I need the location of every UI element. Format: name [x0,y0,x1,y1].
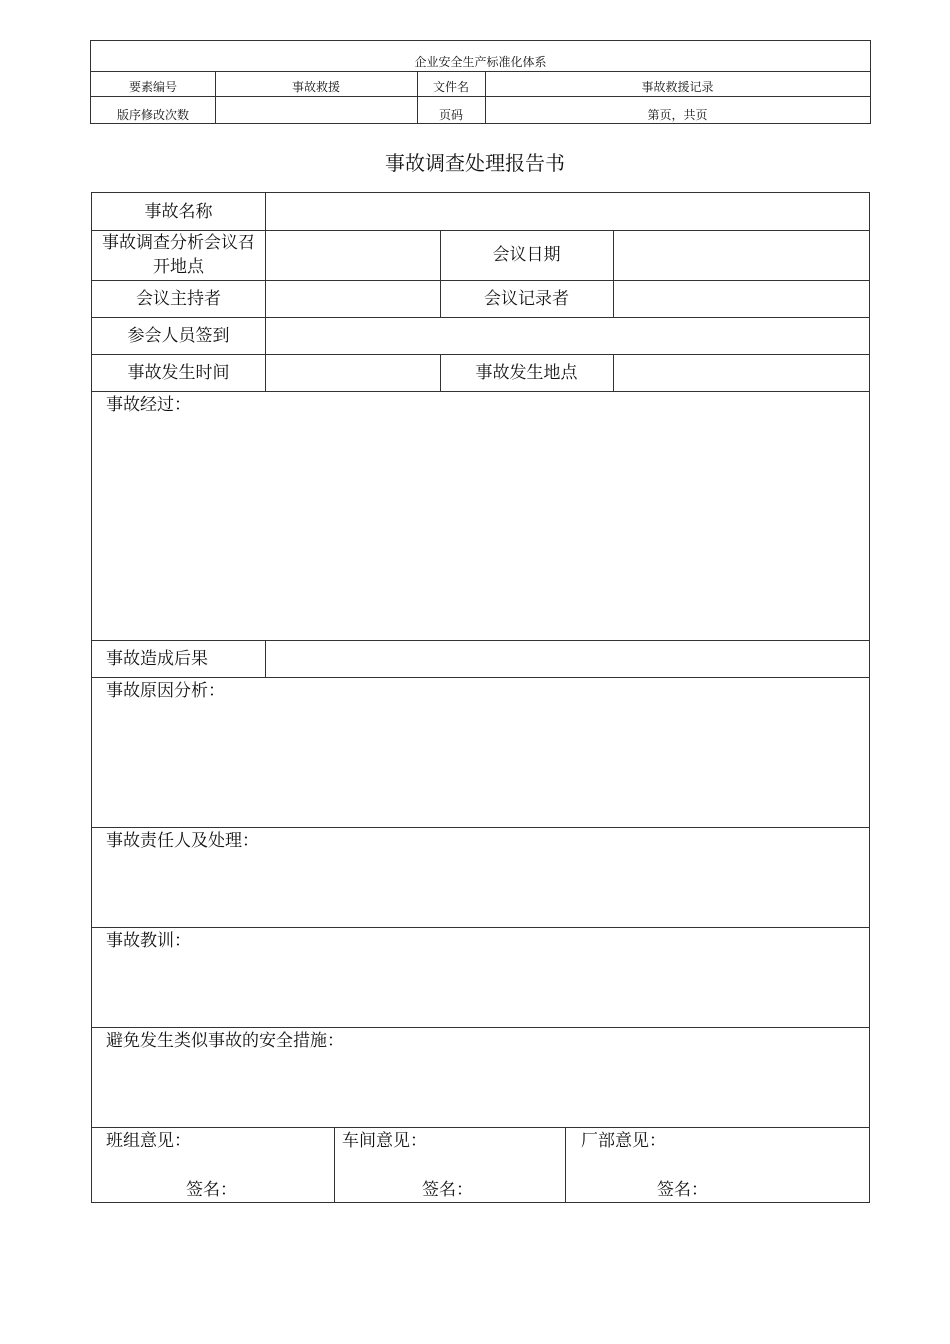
recorder-label: 会议记录者 [484,288,569,309]
row-divider [92,1127,869,1128]
attendees-label: 参会人员签到 [127,325,230,346]
page-label: 页码 [438,108,463,122]
measures-label: 避免发生类似事故的安全措施： [106,1031,344,1051]
row-divider [92,677,869,678]
responsible-label: 事故责任人及处理： [106,831,259,851]
workshop-sign-label: 签名： [422,1180,473,1200]
revision-label: 版序修改次数 [116,108,189,122]
accident-name-label: 事故名称 [144,201,213,222]
file-name-label: 文件名 [432,80,469,94]
row-divider [92,391,869,392]
header-divider [417,71,418,123]
team-sign-label: 签名： [186,1180,237,1200]
lesson-label: 事故教训： [106,931,191,951]
element-no-value: 事故救援 [291,80,340,94]
workshop-opinion-label: 车间意见： [342,1131,427,1151]
header-divider [485,71,486,123]
factory-opinion-label: 厂部意见： [581,1131,666,1151]
col-divider [265,640,266,677]
consequence-label: 事故造成后果 [106,648,208,669]
meeting-place-label: 事故调查分析会议召开地点 [102,233,255,277]
occur-place-label: 事故发生地点 [475,362,578,383]
col-divider [613,354,614,391]
page-value: 第页，共页 [647,108,708,122]
report-form [91,192,870,1203]
process-label: 事故经过： [106,395,191,415]
document-header [90,40,871,124]
header-row-element [91,71,870,97]
col-divider [613,230,614,317]
row-divider [92,1027,869,1028]
factory-sign-label: 签名： [657,1180,708,1200]
row-divider [92,927,869,928]
header-row-system [91,41,870,72]
row-divider [92,827,869,828]
col-divider [565,1127,566,1203]
file-name-value: 事故救援记录 [641,80,714,94]
system-title: 企业安全生产标准化体系 [414,55,547,69]
occur-time-label: 事故发生时间 [127,362,230,383]
report-title: 事故调查处理报告书 [385,151,565,175]
cause-label: 事故原因分析： [106,681,225,701]
header-divider [215,71,216,123]
meeting-date-label: 会议日期 [492,245,561,265]
header-row-revision [91,96,870,124]
col-divider [334,1127,335,1203]
host-label: 会议主持者 [136,288,221,309]
team-opinion-label: 班组意见： [106,1131,191,1151]
element-no-label: 要素编号 [128,80,177,94]
col-divider [265,193,266,391]
